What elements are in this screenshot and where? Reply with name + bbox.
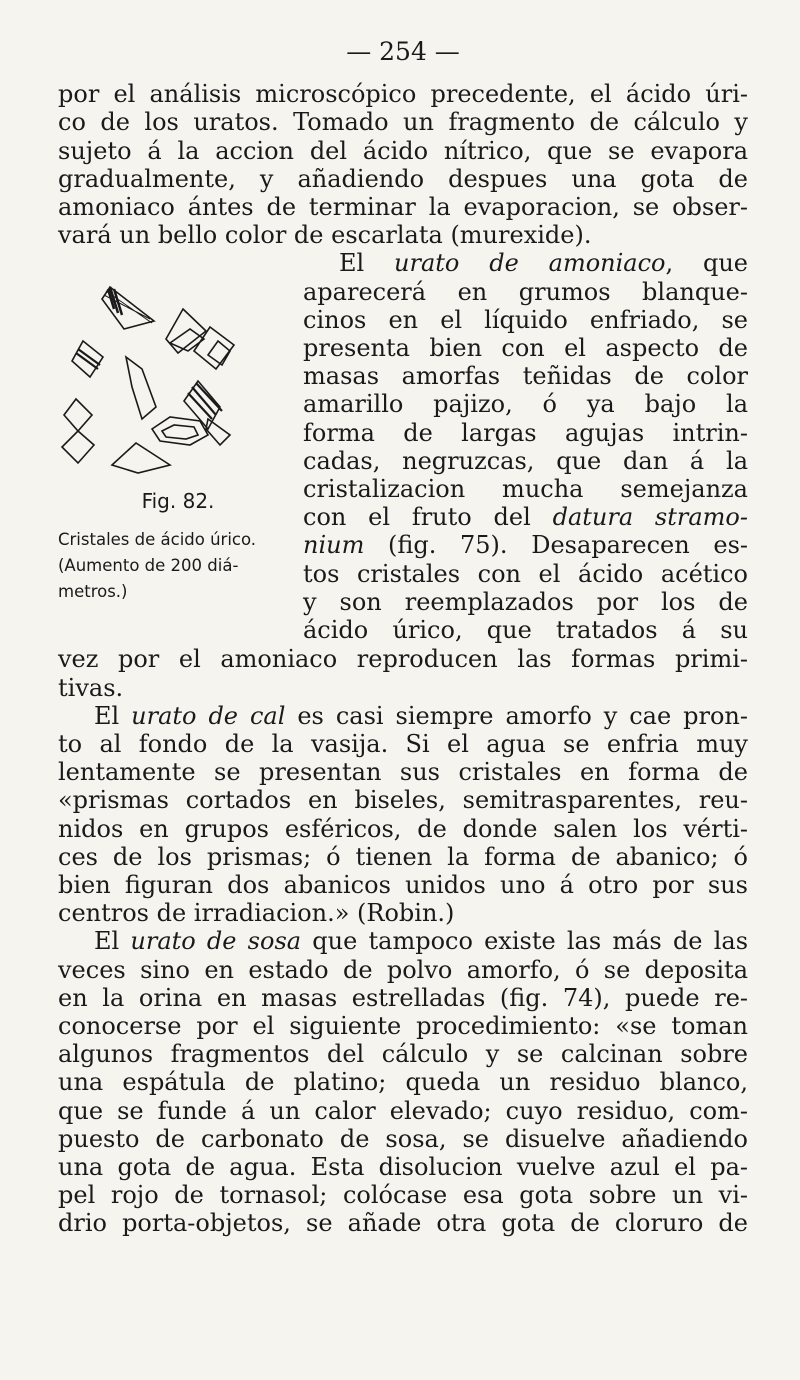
- text-line: con el fruto del datura stramo-: [303, 503, 748, 532]
- text-line: cinos en el líquido enfriado, se: [303, 305, 748, 334]
- crystal-shape: [126, 357, 156, 419]
- text-line: puesto de carbonato de sosa, se disuelve añadiendo: [58, 1124, 748, 1153]
- paragraph-2-wrapped-text: [303, 249, 748, 645]
- paragraph-3: [58, 702, 748, 928]
- text-line: co de los uratos. Tomado un fragmento de cálculo y: [58, 108, 748, 137]
- text-line: en la orina en masas estrelladas (fig. 74), puede re-: [58, 983, 748, 1012]
- text-line: conocerse por el siguiente procedimiento: «se toman: [58, 1012, 748, 1041]
- figure-caption-line: Cristales de ácido úrico.: [58, 530, 257, 550]
- text-line: amarillo pajizo, ó ya bajo la: [303, 390, 748, 419]
- paragraph-1: [58, 80, 748, 249]
- crystal-shape: [112, 443, 170, 473]
- text-line: forma de largas agujas intrin-: [303, 418, 748, 447]
- text-line: El urato de cal es casi siempre amorfo y cae pron-: [94, 701, 748, 730]
- text-line: que se funde á un calor elevado; cuyo residuo, com-: [58, 1096, 748, 1125]
- uric-acid-crystals-illustration: [58, 269, 303, 479]
- figure-block: [58, 249, 748, 645]
- text-line: algunos fragmentos del cálculo y se calcinan sobre: [58, 1040, 748, 1069]
- text-line: gradualmente, y añadiendo despues una gota de: [58, 164, 748, 193]
- text-line: cadas, negruzcas, que dan á la: [303, 446, 748, 475]
- paragraph-2-continuation: [58, 645, 748, 701]
- text-line: El urato de sosa que tampoco existe las más de las: [94, 927, 749, 956]
- text-line: to al fondo de la vasija. Si el agua se enfria muy: [58, 730, 748, 759]
- book-page: [58, 38, 748, 1238]
- figure-caption: [58, 527, 303, 605]
- text-line: amoniaco ántes de terminar la evaporacion, se obser-: [58, 193, 748, 222]
- text-line: drio porta-objetos, se añade otra gota de cloruro de: [58, 1209, 748, 1238]
- crystal-shape: [72, 341, 103, 377]
- text-line: tos cristales con el ácido acético: [303, 559, 748, 588]
- text-line: ces de los prismas; ó tienen la forma de abanico; ó: [58, 842, 748, 871]
- crystal-shape: [194, 327, 234, 369]
- text-line: vará un bello color de escarlata (murexide).: [58, 221, 592, 250]
- text-line: nidos en grupos esféricos, de donde salen los vérti-: [58, 814, 748, 843]
- text-line: «prismas cortados en biseles, semitrasparentes, reu-: [58, 786, 748, 815]
- text-line: cristalizacion mucha semejanza: [303, 475, 748, 504]
- text-line: aparecerá en grumos blanque-: [303, 277, 748, 306]
- text-line: una gota de agua. Esta disolucion vuelve azul el pa-: [58, 1153, 748, 1182]
- text-line: y son reemplazados por los de: [303, 587, 748, 616]
- paragraph-4: [58, 927, 748, 1237]
- text-line: bien figuran dos abanicos unidos uno á otro por sus: [58, 871, 748, 900]
- crystal-shape: [152, 417, 208, 445]
- text-line: nium (fig. 75). Desaparecen es-: [303, 531, 748, 560]
- text-line: tivas.: [58, 673, 124, 702]
- figure-caption-line: metros.): [58, 582, 128, 602]
- text-line: sujeto á la accion del ácido nítrico, que se evapora: [58, 136, 748, 165]
- crystal-shape: [64, 399, 92, 431]
- figure-caption-line: (Aumento de 200 diá-: [58, 556, 239, 576]
- text-line: por el análisis microscópico precedente, el ácido úri-: [58, 80, 748, 109]
- text-line: pel rojo de tornasol; colócase esa gota sobre un vi-: [58, 1181, 748, 1210]
- text-line: vez por el amoniaco reproducen las formas primi-: [58, 645, 748, 674]
- page-number: — 254 —: [346, 37, 460, 66]
- text-line: ácido úrico, que tratados á su: [303, 616, 748, 645]
- text-line: presenta bien con el aspecto de: [303, 334, 748, 363]
- text-line: El urato de amoniaco, que: [339, 249, 748, 278]
- text-line: una espátula de platino; queda un residuo blanco,: [58, 1068, 748, 1097]
- text-line: lentamente se presentan sus cristales en forma de: [58, 758, 748, 787]
- text-line: centros de irradiacion.» (Robin.): [58, 899, 455, 928]
- figure-column: [58, 249, 303, 645]
- text-line: veces sino en estado de polvo amorfo, ó se deposita: [58, 955, 748, 984]
- figure-label: Fig. 82.: [141, 489, 215, 514]
- text-line: masas amorfas teñidas de color: [303, 362, 748, 391]
